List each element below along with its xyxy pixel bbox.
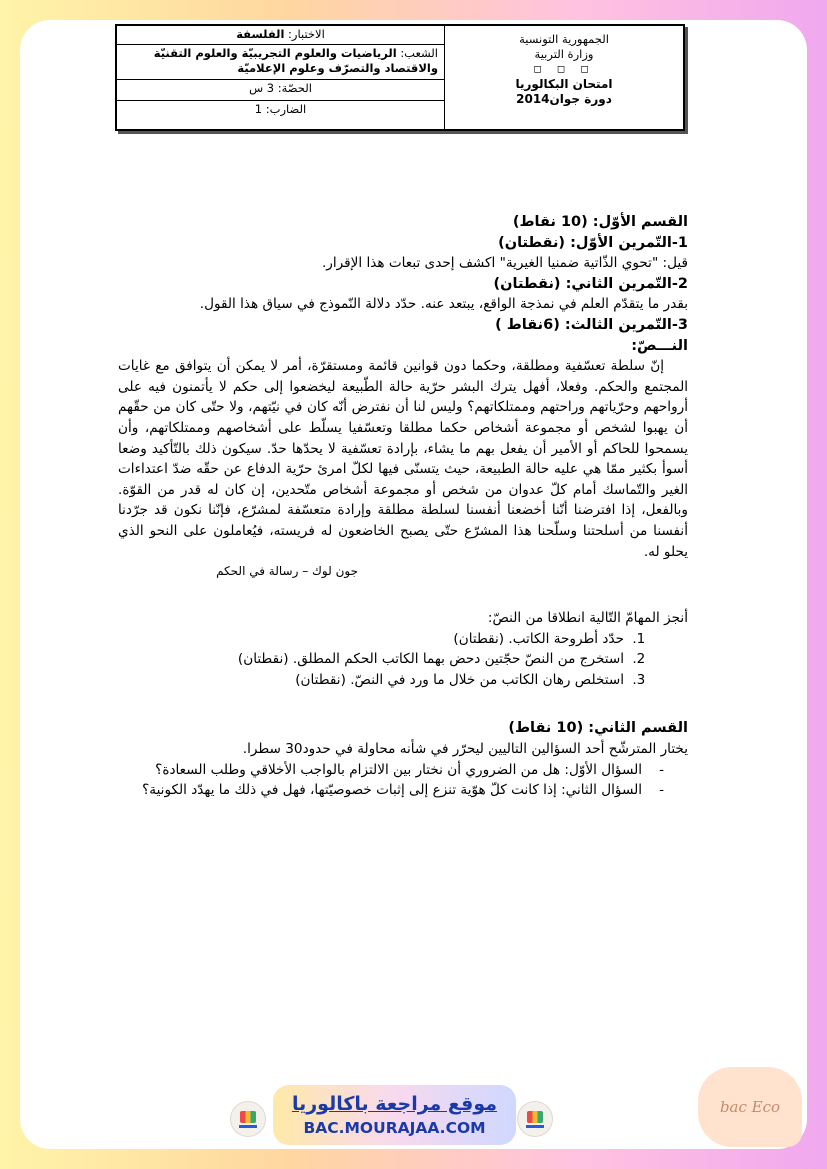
subject-cell: الاختبار: الفلسفة <box>117 26 444 45</box>
exercise2-title: 2-التّمرين الثاني: (نقطتان) <box>493 275 688 292</box>
site-banner[interactable] <box>273 1085 516 1145</box>
list-item: 2. استخرج من النصّ حجّتين دحض بهما الكاتب الحكم المطلق. (نقطتان) <box>118 649 628 670</box>
exam-header <box>115 24 685 131</box>
questions-list <box>118 760 688 801</box>
tasks-intro: أنجز المهامّ التّالية انطلاقا من النصّ: <box>487 610 688 627</box>
header-exam-details <box>117 26 444 129</box>
exam-body <box>118 212 688 801</box>
site-url[interactable]: BAC.MOURAJAA.COM <box>303 1119 486 1137</box>
header-ministry-block <box>444 26 683 129</box>
coefficient-cell: الضارب: 1 <box>254 102 307 116</box>
tasks-list <box>118 629 688 691</box>
site-name-arabic[interactable]: موقع مراجعة باكالوريا <box>291 1093 498 1115</box>
ministry-label: وزارة التربية <box>534 47 594 61</box>
brand-badge: bac Eco <box>698 1067 802 1147</box>
text-source: جون لوك – رسالة في الحكم <box>216 564 358 579</box>
streams-cell: الشعب: الرياضيات والعلوم التجريبيّة والعلوم التقنيّة والاقتصاد والتصرّف وعلوم الإعلاميّة <box>117 45 444 80</box>
list-item: 1. حدّد أطروحة الكاتب. (نقطتان) <box>118 629 628 650</box>
exercise1-text: قيل: "تحوي الذّاتية ضمنيا الغيرية" اكشف إحدى تبعات هذا الإقرار. <box>321 255 688 272</box>
duration-cell: الحصّة: 3 س <box>117 80 444 101</box>
list-item: 3. استخلص رهان الكاتب من خلال ما ورد في النصّ. (نقطتان) <box>118 670 628 691</box>
exercise2-text: بقدر ما يتقدّم العلم في نمذجة الواقع، يبتعد عنه. حدّد دلالة النّموذج في سياق هذا القول. <box>199 296 688 313</box>
exercise1-title: 1-التّمرين الأوّل: (نقطتان) <box>498 234 688 251</box>
list-item: - السؤال الثاني: إذا كانت كلّ هوّية تنزع إلى إثبات خصوصيّتها، فهل في ذلك ما يهدّد الكونية؟ <box>118 780 642 801</box>
part2-intro: يختار المترشّح أحد السؤالين التاليين ليحرّر في شأنه محاولة في حدود30 سطرا. <box>242 741 688 758</box>
session-label: دورة جوان2014 <box>516 92 612 106</box>
site-logo-icon <box>231 1102 265 1136</box>
decorative-squares: ◻ ◻ ◻ <box>533 64 595 75</box>
list-item: - السؤال الأوّل: هل من الضروري أن نختار بين الالتزام بالواجب الأخلاقي وطلب السعادة؟ <box>118 760 642 781</box>
philosophy-text: إنّ سلطة تعسّفية ومطلقة، وحكما دون قوانين قائمة ومستقرّة، أمر لا يمكن أن يتوافق مع غايات المجتمع والحكم. وفعلا، أفهل يترك البشر حرّية حالة الطّبيعة ليخضعوا إلى حكم لا يأتمنون فيه على أرواحهم وحرّياتهم وراحتهم وممتلكاتهم؟ وليس لنا أن نفترض أنّه كان في نيّتهم، ولا حتّى كان من حقّهم أن يهبوا لشخص أو مجموعة أشخاص حكما مطلقا وتعسّفيا يسلّط على أشخاصهم وممتلكاتهم، وأن يسمحوا للحاكم أو الأمير أن يفعل بهم ما يشاء، بإرادة تعسّفية لا يحدّها حدّ. سيكون ذلك بالتّأكيد وضعا أسوأ بكثير ممّا هي عليه حالة الطبيعة، حيث يتسنّى فيها لكلّ امرئ حرّية الدفاع عن حقّه ضدّ اعتداءات الغير والتّماسك أمام كلّ عدوان من شخص أو مجموعة أشخاص متّحدين، إن كان له قدر من القوّة. وبالفعل، إذا افترضنا أنّنا أخضعنا أنفسنا لسلطة مطلقة وإرادة متعسّفة لمشرّع، فإنّنا نكون قد جرّدنا أنفسنا من أسلحتنا وسلّحنا هذا المشرّع حتّى يصبح الخاضعون له فريسته، فيُعاملون على النحو الذي يحلو له. <box>118 358 688 560</box>
part1-title: القسم الأوّل: (10 نقاط) <box>512 214 688 230</box>
republic-label: الجمهورية التونسية <box>519 32 609 46</box>
exam-label: امتحان البكالوريا <box>515 77 613 91</box>
part2-title: القسم الثاني: (10 نقاط) <box>508 720 688 737</box>
exercise3-title: 3-التّمرين الثالث: (6نقاط ) <box>495 316 688 333</box>
subject-value: الفلسفة <box>236 27 285 41</box>
text-label: النـــصّ: <box>631 337 688 354</box>
streams-value: الرياضيات والعلوم التجريبيّة والعلوم التقنيّة والاقتصاد والتصرّف وعلوم الإعلاميّة <box>153 46 438 75</box>
site-logo-icon <box>518 1102 552 1136</box>
